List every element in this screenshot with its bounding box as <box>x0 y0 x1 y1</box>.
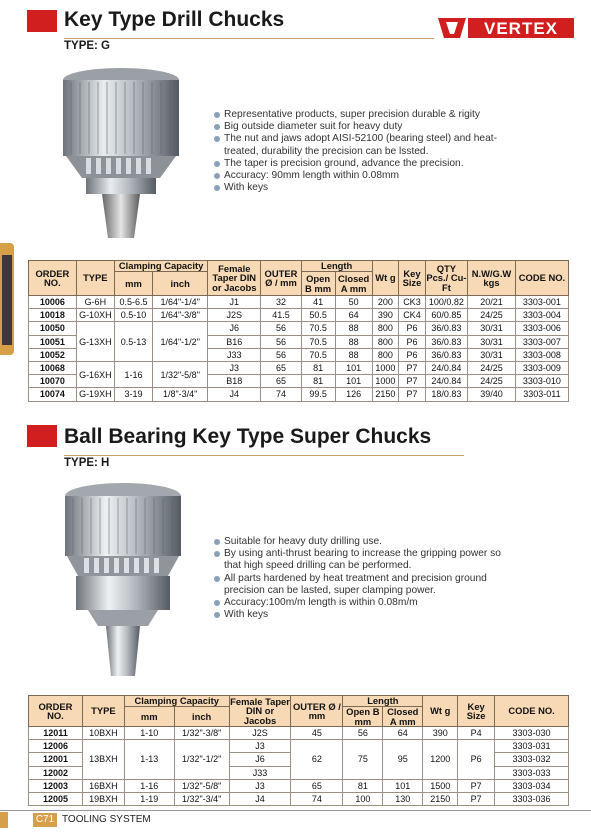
col-taper: Female Taper DIN or Jacobs <box>208 261 261 296</box>
table-row: 10074 G-19XH 3-19 1/8"-3/4" J4 74 99.5 126 2150 P7 18/0.83 39/40 3303-011 <box>29 388 569 401</box>
footer-section-name: TOOLING SYSTEM <box>62 814 151 825</box>
feature-item: Accuracy:100m/m length is within 0.08m/m <box>214 597 514 609</box>
table-row: 10050 G-13XH 0.5-13 1/64"-1/2" J6 56 70.5 88 800 P6 36/0.83 30/31 3303-006 <box>29 322 569 335</box>
section2-rule <box>64 455 464 456</box>
section2-features <box>214 536 514 621</box>
drill-brand-icon <box>27 425 57 447</box>
table-row: 12003 16BXH 1-16 1/32"-5/8" J3 65 81 101 1500 P7 3303-034 <box>29 779 569 792</box>
col-key: Key Size <box>399 261 426 296</box>
bullet-icon <box>214 539 220 545</box>
col-closed: Closed A mm <box>383 707 423 727</box>
bullet-icon <box>214 112 220 118</box>
section2-title: Ball Bearing Key Type Super Chucks <box>64 425 432 448</box>
section2-type: TYPE: H <box>64 457 110 469</box>
bullet-icon <box>214 612 220 618</box>
col-wt: Wt g <box>372 261 399 296</box>
feature-item: The nut and jaws adopt AISI-52100 (bearing steel) and heat-treated, durability the precision can be lssted. <box>214 133 504 157</box>
feature-item: Suitable for heavy duty drilling use. <box>214 536 514 548</box>
col-type: TYPE <box>76 261 114 296</box>
feature-item: Accuracy: 90mm length within 0.08mm <box>214 170 504 182</box>
col-outer: OUTER Ø / mm <box>291 696 343 727</box>
drill-brand-icon <box>27 10 57 32</box>
table-row: 12002 J33 3303-033 <box>29 766 569 779</box>
col-closed: Closed A mm <box>335 272 372 296</box>
col-qty: QTY Pcs./ Cu-Ft <box>425 261 467 296</box>
section1-features <box>214 109 504 194</box>
table-row: 10052 J33 56 70.5 88 800 P6 36/0.83 30/31 3303-008 <box>29 348 569 361</box>
bullet-icon <box>214 173 220 179</box>
col-nw: N.W/G.W kgs <box>468 261 516 296</box>
bullet-icon <box>214 576 220 582</box>
col-length: Length <box>301 261 372 272</box>
table-row: 12001 J6 3303-032 <box>29 753 569 766</box>
drill-chuck-g-image <box>56 66 186 242</box>
col-code: CODE NO. <box>495 696 569 727</box>
col-length: Length <box>343 696 423 707</box>
spec-table-g <box>28 260 569 402</box>
page-number: C71 <box>33 813 57 827</box>
col-code: CODE NO. <box>515 261 568 296</box>
col-mm: mm <box>124 707 174 727</box>
col-outer: OUTER Ø / mm <box>261 261 301 296</box>
feature-item: All parts hardened by heat treatment and precision ground precision can be lasted, super clamping power. <box>214 573 514 597</box>
bullet-icon <box>214 185 220 191</box>
col-type: TYPE <box>82 696 124 727</box>
table-row: 10070 B18 65 81 101 1000 P7 24/0.84 24/25 3303-010 <box>29 375 569 388</box>
footer-rule <box>0 810 591 811</box>
bullet-icon <box>214 551 220 557</box>
table-row: 10051 B16 56 70.5 88 800 P6 36/0.83 30/31 3303-007 <box>29 335 569 348</box>
feature-item: Big outside diameter suit for heavy duty <box>214 121 504 133</box>
col-order: ORDER NO. <box>29 696 83 727</box>
col-wt: Wt g <box>423 696 458 727</box>
footer-strip <box>0 812 8 828</box>
section1-rule <box>64 38 434 39</box>
bullet-icon <box>214 161 220 167</box>
bullet-icon <box>214 600 220 606</box>
col-clamping: Clamping Capacity <box>114 261 207 272</box>
section1-type: TYPE: G <box>64 40 111 52</box>
feature-item: With keys <box>214 182 504 194</box>
col-open: Open B mm <box>301 272 335 296</box>
feature-item: The taper is precision ground, advance the precision. <box>214 158 504 170</box>
col-order: ORDER NO. <box>29 261 77 296</box>
side-tab-image <box>2 255 12 345</box>
spec-table-h <box>28 695 569 806</box>
table-row: 10068 G-16XH 1-16 1/32"-5/8" J3 65 81 101 1000 P7 24/0.84 24/25 3303-009 <box>29 361 569 374</box>
table-row: 12006 13BXH 1-13 1/32"-1/2" J3 62 75 95 1200 P6 3303-031 <box>29 740 569 753</box>
col-mm: mm <box>114 272 152 296</box>
col-clamping: Clamping Capacity <box>124 696 229 707</box>
bullet-icon <box>214 136 220 142</box>
col-taper: Female Taper DIN or Jacobs <box>230 695 290 726</box>
feature-item: Representative products, super precision durable & rigity <box>214 109 504 121</box>
table-row: 10006 G-6H 0.5-6.5 1/64"-1/4" J1 32 41 50 200 CK3 100/0.82 20/21 3303-001 <box>29 296 569 309</box>
vertex-logo <box>438 14 576 42</box>
section1-title: Key Type Drill Chucks <box>64 8 285 31</box>
feature-item: With keys <box>214 609 514 621</box>
col-inch: inch <box>153 272 208 296</box>
ball-bearing-chuck-h-image <box>58 480 188 680</box>
feature-item: By using anti-thrust bearing to increase the gripping power so that high speed drilling can be performed. <box>214 548 514 572</box>
table-row: 12011 10BXH 1-10 1/32"-3/8" J2S 45 56 64 390 P4 3303-030 <box>29 727 569 740</box>
bullet-icon <box>214 124 220 130</box>
table-row: 10018 G-10XH 0.5-10 1/64"-3/8" J2S 41.5 50.5 64 390 CK4 60/0.85 24/25 3303-004 <box>29 309 569 322</box>
brand-name: VERTEX <box>483 19 559 38</box>
col-inch: inch <box>174 707 229 727</box>
col-open: Open B mm <box>343 707 383 727</box>
table-row: 12005 19BXH 1-19 1/32"-3/4" J4 74 100 130 2150 P7 3303-036 <box>29 792 569 805</box>
col-key: Key Size <box>458 696 495 727</box>
